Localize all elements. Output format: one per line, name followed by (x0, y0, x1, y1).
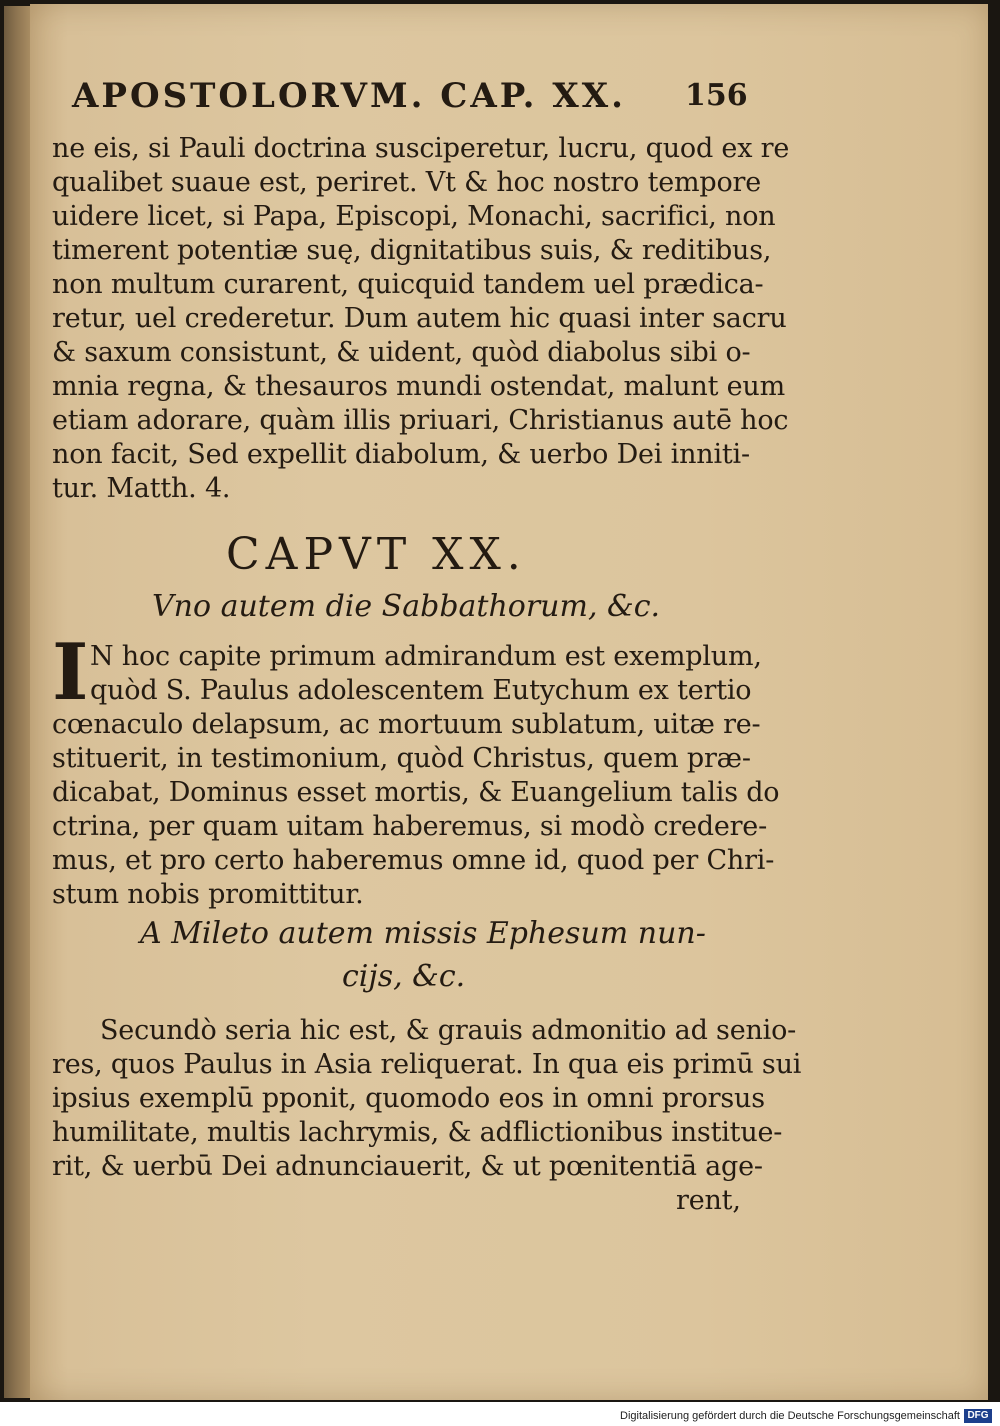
book-page (30, 4, 988, 1400)
text-line: rit, & uerbū Dei adnunciauerit, & ut pœnitentiā age- (52, 1151, 763, 1182)
text-line: ipsius exemplū pponit, quomodo eos in omni prorsus (52, 1083, 765, 1114)
lemma-heading: A Mileto autem missis Ephesum nun- (140, 916, 706, 951)
text-line: etiam adorare, quàm illis priuari, Christianus autē hoc (52, 405, 789, 436)
text-line: Secundò seria hic est, & grauis admonitio ad senio- (100, 1015, 797, 1046)
text-line: tur. Matth. 4. (52, 473, 231, 504)
text-line: uidere licet, si Papa, Episcopi, Monachi, sacrifici, non (52, 201, 776, 232)
lemma-heading: cijs, &c. (342, 959, 466, 994)
text-line: cœnaculo delapsum, ac mortuum sublatum, uitæ re- (52, 709, 761, 740)
running-header: APOSTOLORVM. CAP. XX. (72, 76, 626, 116)
text-line: non facit, Sed expellit diabolum, & uerbo Dei inniti- (52, 439, 750, 470)
text-line: ne eis, si Pauli doctrina susciperetur, lucru, quod ex re (52, 133, 790, 164)
text-line: mnia regna, & thesauros mundi ostendat, malunt eum (52, 371, 786, 402)
lemma-heading: Vno autem die Sabbathorum, &c. (152, 589, 661, 624)
text-line: dicabat, Dominus esset mortis, & Euangelium talis do (52, 777, 780, 808)
text-line: qualibet suaue est, periret. Vt & hoc nostro tempore (52, 167, 762, 198)
text-line: stituerit, in testimonium, quòd Christus, quem præ- (52, 743, 751, 774)
text-line: humilitate, multis lachrymis, & adflictionibus institue- (52, 1117, 783, 1148)
text-line: ctrina, per quam uitam haberemus, si modò credere- (52, 811, 768, 842)
text-line: res, quos Paulus in Asia reliquerat. In qua eis primū sui (52, 1049, 802, 1080)
footer-credit: Digitalisierung gefördert durch die Deutsche Forschungsgemeinschaft (620, 1410, 960, 1422)
text-line: & saxum consistunt, & uident, quòd diabolus sibi o- (52, 337, 751, 368)
page-number: 156 (685, 78, 748, 113)
text-line: non multum curarent, quicquid tandem uel prædica- (52, 269, 764, 300)
text-line: retur, uel crederetur. Dum autem hic quasi inter sacru (52, 303, 787, 334)
catchword: rent, (676, 1185, 741, 1216)
dfg-logo: DFG (964, 1409, 992, 1423)
text-line: N hoc capite primum admirandum est exemplum, (90, 641, 762, 672)
chapter-heading: CAPVT XX. (226, 529, 527, 580)
text-line: quòd S. Paulus adolescentem Eutychum ex tertio (90, 675, 752, 706)
text-line: timerent potentiæ suę, dignitatibus suis, & reditibus, (52, 235, 772, 266)
drop-cap: I (52, 627, 89, 718)
text-line: mus, et pro certo haberemus omne id, quod per Chri- (52, 845, 775, 876)
text-line: stum nobis promittitur. (52, 879, 364, 910)
